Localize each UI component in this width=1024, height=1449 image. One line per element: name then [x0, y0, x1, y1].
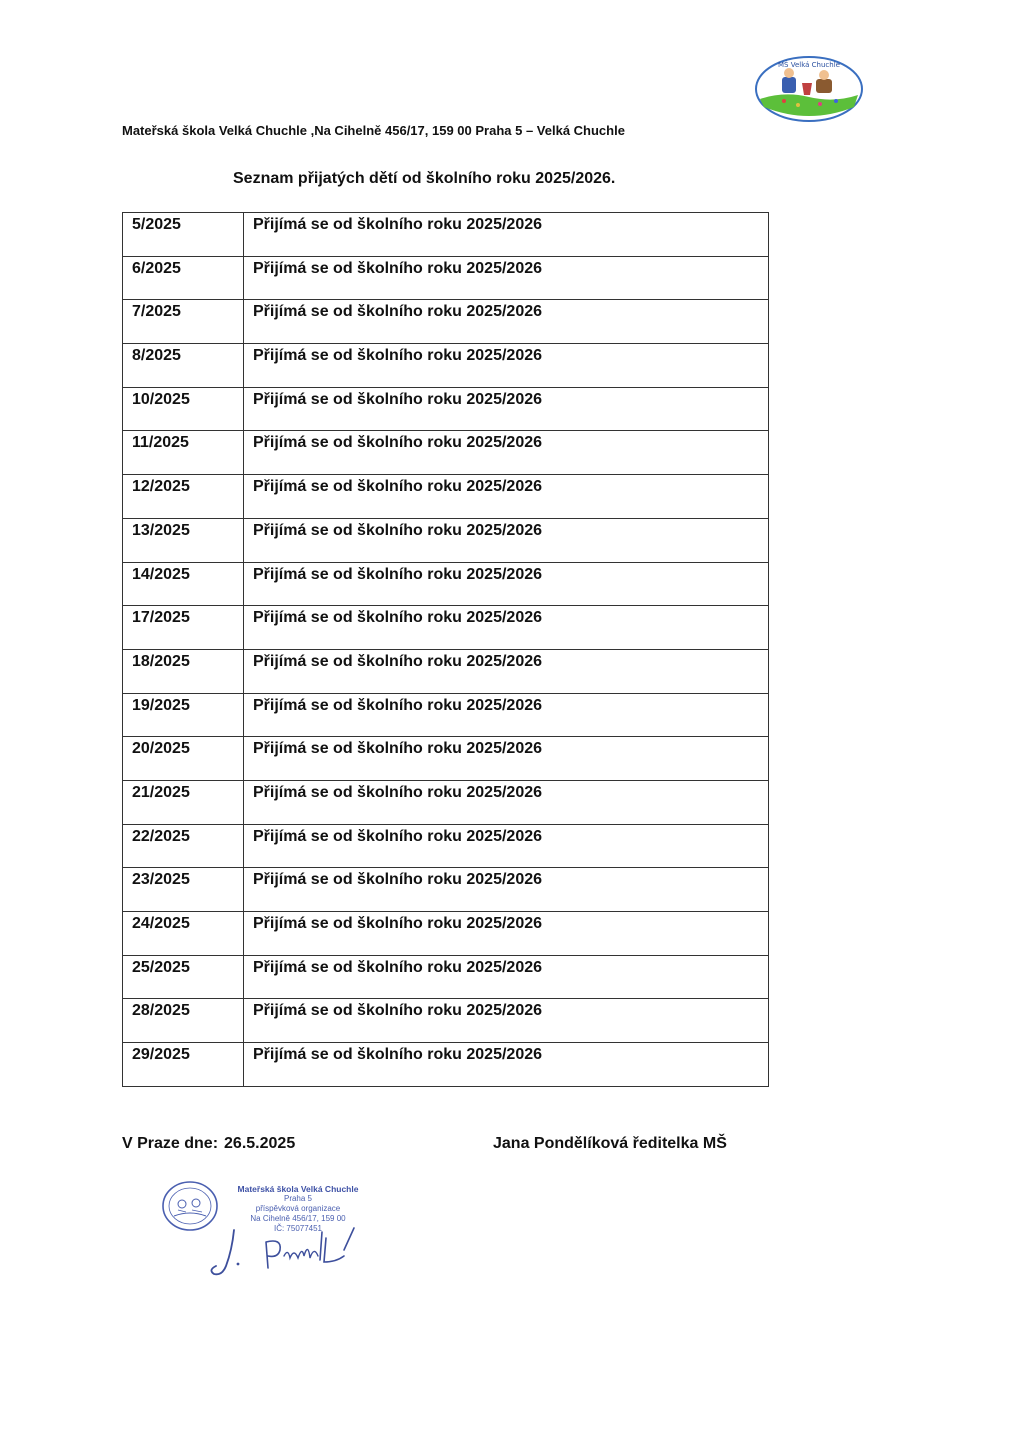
admission-status: Přijímá se od školního roku 2025/2026	[244, 300, 769, 344]
footer-date	[122, 1135, 295, 1153]
table-row	[123, 780, 769, 824]
signatory-name: Jana Pondělíková ředitelka MŠ	[493, 1135, 727, 1152]
registration-number: 24/2025	[123, 912, 244, 956]
table-row	[123, 475, 769, 519]
handwritten-signature-icon	[204, 1220, 384, 1280]
admission-status: Přijímá se od školního roku 2025/2026	[244, 737, 769, 781]
table-row	[123, 213, 769, 257]
registration-number: 6/2025	[123, 256, 244, 300]
registration-number: 17/2025	[123, 606, 244, 650]
table-row	[123, 868, 769, 912]
registration-number: 21/2025	[123, 780, 244, 824]
table-row	[123, 256, 769, 300]
table-row	[123, 912, 769, 956]
table-row	[123, 737, 769, 781]
table-row	[123, 693, 769, 737]
registration-number: 5/2025	[123, 213, 244, 257]
registration-number: 28/2025	[123, 999, 244, 1043]
stamp-line-org-type: příspěvková organizace	[255, 1204, 341, 1213]
table-row	[123, 387, 769, 431]
admissions-table-body	[123, 213, 769, 1087]
admission-status: Přijímá se od školního roku 2025/2026	[244, 387, 769, 431]
stamp-line-city: Praha 5	[283, 1194, 313, 1203]
table-row	[123, 562, 769, 606]
registration-number: 11/2025	[123, 431, 244, 475]
registration-number: 7/2025	[123, 300, 244, 344]
table-row	[123, 824, 769, 868]
stamp-line-address: Na Cihelně 456/17, 159 00	[250, 1214, 346, 1223]
table-row	[123, 344, 769, 388]
registration-number: 19/2025	[123, 693, 244, 737]
admissions-table	[122, 212, 769, 1087]
logo-text: MŠ Velká Chuchle	[778, 61, 840, 69]
registration-number: 25/2025	[123, 955, 244, 999]
admission-status: Přijímá se od školního roku 2025/2026	[244, 868, 769, 912]
admission-status: Přijímá se od školního roku 2025/2026	[244, 824, 769, 868]
admission-status: Přijímá se od školního roku 2025/2026	[244, 999, 769, 1043]
admission-status: Přijímá se od školního roku 2025/2026	[244, 606, 769, 650]
registration-number: 29/2025	[123, 1043, 244, 1087]
table-row	[123, 999, 769, 1043]
document-title: Seznam přijatých dětí od školního roku 2025/2026.	[233, 170, 616, 187]
admission-status: Přijímá se od školního roku 2025/2026	[244, 649, 769, 693]
table-row	[123, 431, 769, 475]
registration-number: 22/2025	[123, 824, 244, 868]
table-row	[123, 1043, 769, 1087]
registration-number: 18/2025	[123, 649, 244, 693]
admission-status: Přijímá se od školního roku 2025/2026	[244, 475, 769, 519]
admission-status: Přijímá se od školního roku 2025/2026	[244, 562, 769, 606]
table-row	[123, 649, 769, 693]
admission-status: Přijímá se od školního roku 2025/2026	[244, 693, 769, 737]
registration-number: 10/2025	[123, 387, 244, 431]
admission-status: Přijímá se od školního roku 2025/2026	[244, 431, 769, 475]
admission-status: Přijímá se od školního roku 2025/2026	[244, 955, 769, 999]
admission-status: Přijímá se od školního roku 2025/2026	[244, 213, 769, 257]
admission-status: Přijímá se od školního roku 2025/2026	[244, 344, 769, 388]
admission-status: Přijímá se od školního roku 2025/2026	[244, 518, 769, 562]
registration-number: 14/2025	[123, 562, 244, 606]
registration-number: 12/2025	[123, 475, 244, 519]
kindergarten-logo	[754, 55, 864, 123]
registration-number: 23/2025	[123, 868, 244, 912]
kindergarten-logo-icon	[754, 55, 864, 123]
date-value: 26.5.2025	[224, 1135, 296, 1152]
table-row	[123, 300, 769, 344]
official-stamp	[160, 1170, 382, 1282]
admission-status: Přijímá se od školního roku 2025/2026	[244, 912, 769, 956]
table-row	[123, 606, 769, 650]
table-row	[123, 955, 769, 999]
table-row	[123, 518, 769, 562]
admission-status: Přijímá se od školního roku 2025/2026	[244, 1043, 769, 1087]
registration-number: 20/2025	[123, 737, 244, 781]
admission-status: Přijímá se od školního roku 2025/2026	[244, 780, 769, 824]
stamp-line-school: Mateřská škola Velká Chuchle	[237, 1184, 359, 1194]
registration-number: 13/2025	[123, 518, 244, 562]
stamp-line-ico: IČ: 75077451	[273, 1224, 323, 1233]
date-label: V Praze dne:	[122, 1135, 219, 1152]
admission-status: Přijímá se od školního roku 2025/2026	[244, 256, 769, 300]
school-address-line: Mateřská škola Velká Chuchle ,Na Cihelně 456/17, 159 00 Praha 5 – Velká Chuchle	[122, 123, 625, 138]
registration-number: 8/2025	[123, 344, 244, 388]
